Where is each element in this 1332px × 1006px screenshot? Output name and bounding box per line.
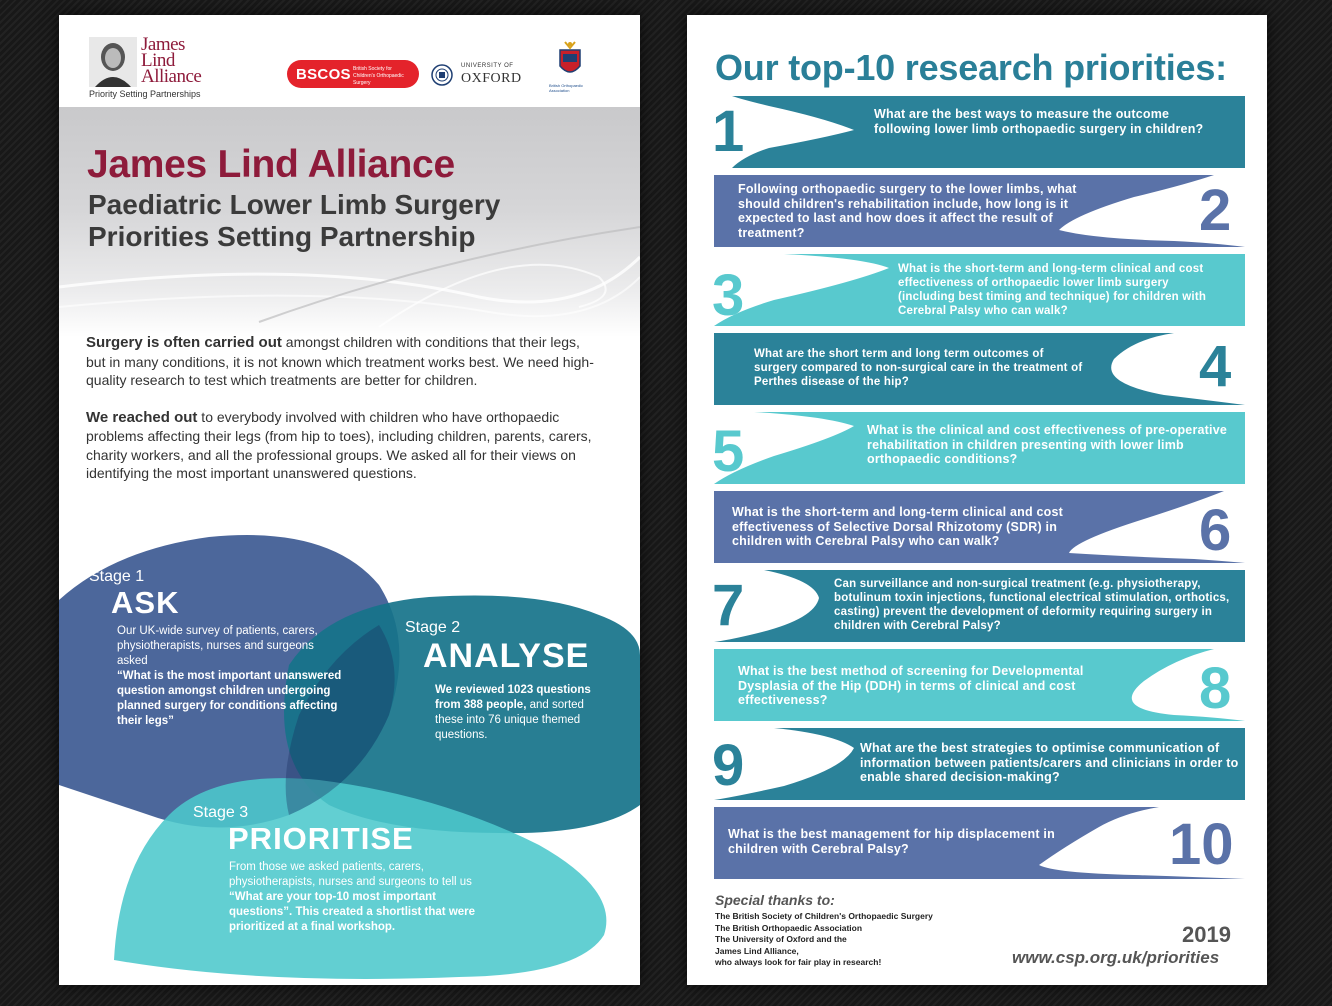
- priority-text: What are the best strategies to optimise communication of information between patients/carers and clinicians in order to enable shared decision-making?: [860, 741, 1239, 784]
- thanks-line: The British Orthopaedic Association: [715, 922, 863, 933]
- priority-number: 7: [712, 573, 745, 638]
- priority-text: What is the best method of screening for Developmental Dysplasia of the Hip (DDH) in terms of clinical and cost effectiveness?: [738, 664, 1084, 707]
- priority-number: 4: [1199, 334, 1232, 399]
- priority-text: What is the clinical and cost effectiveness of pre-operative rehabilitation in children presenting with lower limb orthopaedic conditions?: [867, 423, 1228, 466]
- jla-logo-line: Alliance: [141, 66, 202, 87]
- stage-description: [435, 683, 605, 743]
- oxford-crest-icon: [431, 63, 453, 87]
- priority-item-9: [714, 728, 1245, 800]
- stage-2: [405, 619, 615, 743]
- oxford-logo-text: OXFORD: [461, 71, 522, 86]
- stage-1: [89, 568, 369, 729]
- oxford-logo: [431, 61, 531, 89]
- stage-name: PRIORITISE: [228, 821, 414, 856]
- boa-crest-icon: [557, 40, 583, 80]
- stage-name: ASK: [111, 585, 180, 620]
- boa-logo-caption: British Orthopaedic Association: [549, 83, 584, 93]
- priority-item-7: [714, 570, 1245, 642]
- priority-number: 8: [1199, 656, 1232, 721]
- oxford-logo-small-text: UNIVERSITY OF: [461, 63, 514, 69]
- right-page: [687, 15, 1267, 985]
- priority-number: 3: [712, 263, 745, 328]
- intro-paragraph: [86, 408, 596, 483]
- jla-logo-text: [141, 34, 202, 87]
- jla-logo-line: James: [141, 34, 185, 55]
- jla-tagline: Priority Setting Partnerships: [89, 89, 201, 99]
- stage-label: Stage 2: [405, 619, 461, 636]
- intro-text: [86, 333, 596, 501]
- page-title: James Lind Alliance: [87, 143, 455, 186]
- priority-number: 10: [1169, 812, 1234, 877]
- priority-item-4: [714, 333, 1245, 405]
- stage-bold-text: “What is the most important unanswered question amongst children undergoing planned surgery for conditions affecting their legs”: [117, 670, 342, 727]
- james-lind-alliance-logo: [89, 34, 229, 101]
- priority-item-2: [714, 175, 1245, 247]
- intro-body: amongst children with conditions that their legs, but in many conditions, it is not known which treatment works best. We need high-quality research to test which treatments are better for children.: [86, 334, 594, 388]
- intro-bold-lead: Surgery is often carried out: [86, 334, 282, 351]
- intro-bold-lead: We reached out: [86, 408, 198, 426]
- priority-number: 2: [1199, 178, 1232, 243]
- subtitle-line: Paediatric Lower Limb Surgery: [88, 189, 501, 220]
- boa-logo: [549, 40, 589, 95]
- stage-text: and sorted these into 76 unique themed questions.: [435, 699, 584, 741]
- logo-row: [59, 15, 640, 107]
- stage-bold-text: “What are your top-10 most important questions”. This created a shortlist that were prioritized at a final workshop.: [229, 891, 476, 933]
- page-subtitle: [88, 189, 628, 253]
- priority-text: What is the best management for hip displacement in children with Cerebral Palsy?: [728, 827, 1055, 856]
- thanks-line: James Lind Alliance,: [715, 945, 799, 956]
- stage-bold-text: We reviewed 1023 questions from 388 people,: [435, 684, 591, 711]
- priority-item-1: [714, 96, 1245, 168]
- thanks-line: The University of Oxford and the: [715, 934, 847, 944]
- portrait-icon: [89, 37, 137, 87]
- priority-text: What are the short term and long term outcomes of surgery compared to non-surgical care in the treatment of Perthes disease of the hip?: [754, 348, 1083, 388]
- priority-text: Can surveillance and non-surgical treatment (e.g. physiotherapy, botulinum toxin injections, functional electrical stimulation, orthotics, casting) prevent the development of deformity requiring surgery in children with Cerebral Palsy?: [834, 578, 1230, 632]
- bscos-logo: [287, 60, 419, 88]
- priority-number: 1: [712, 99, 745, 164]
- priority-item-3: [714, 254, 1245, 326]
- priority-number: 9: [712, 733, 745, 798]
- thanks-line: The British Society of Children's Orthopaedic Surgery: [715, 911, 933, 921]
- bscos-logo-text: BSCOS: [296, 66, 351, 83]
- website-link[interactable]: www.csp.org.uk/priorities: [1012, 948, 1220, 967]
- priority-item-6: [714, 491, 1245, 563]
- stage-label: Stage 3: [193, 804, 249, 821]
- priority-number: 5: [712, 419, 745, 484]
- stage-name: ANALYSE: [423, 637, 590, 675]
- stage-3: [193, 804, 493, 935]
- year: 2019: [1182, 922, 1231, 947]
- stage-text: From those we asked patients, carers, physiotherapists, nurses and surgeons to tell us: [229, 861, 472, 888]
- intro-body: to everybody involved with children who have orthopaedic problems affecting their legs (from hip to toes), including children, parents, carers, charity workers, and all the professional groups. We asked all for their views on identifying the most important unanswered questions.: [86, 408, 592, 481]
- priority-text: What is the short-term and long-term clinical and cost effectiveness of orthopaedic lower limb surgery (including best timing and technique) for children with Cerebral Palsy who can walk?: [898, 263, 1207, 317]
- stage-text: Our UK-wide survey of patients, carers, physiotherapists, nurses and surgeons asked: [117, 625, 318, 667]
- stage-description: [117, 624, 347, 729]
- priority-item-10: [714, 807, 1245, 879]
- priority-number: 6: [1199, 498, 1232, 563]
- stage-label: Stage 1: [89, 568, 145, 585]
- left-page: [59, 15, 640, 985]
- subtitle-line: Priorities Setting Partnership: [88, 221, 476, 252]
- thanks-title: Special thanks to:: [715, 892, 835, 908]
- special-thanks: [715, 892, 1015, 969]
- priority-item-5: [714, 412, 1245, 484]
- stage-description: [229, 860, 484, 935]
- thanks-line: who always look for fair play in research!: [715, 957, 882, 967]
- jla-logo-line: Lind: [141, 50, 175, 71]
- priorities-title: Our top-10 research priorities:: [715, 47, 1227, 88]
- priority-text: Following orthopaedic surgery to the lower limbs, what should children's rehabilitation include, how long is it expected to last and how does it affect the result of treatment?: [738, 182, 1077, 240]
- intro-paragraph: [86, 333, 596, 390]
- priority-text: What are the best ways to measure the outcome following lower limb orthopaedic surgery in children?: [874, 107, 1204, 136]
- priority-item-8: [714, 649, 1245, 721]
- bscos-logo-subtext: British Society for Children's Orthopaedic Surgery: [353, 66, 404, 86]
- priority-text: What is the short-term and long-term clinical and cost effectiveness of Selective Dorsal Rhizotomy (SDR) in children with Cerebral Palsy who can walk?: [732, 505, 1063, 548]
